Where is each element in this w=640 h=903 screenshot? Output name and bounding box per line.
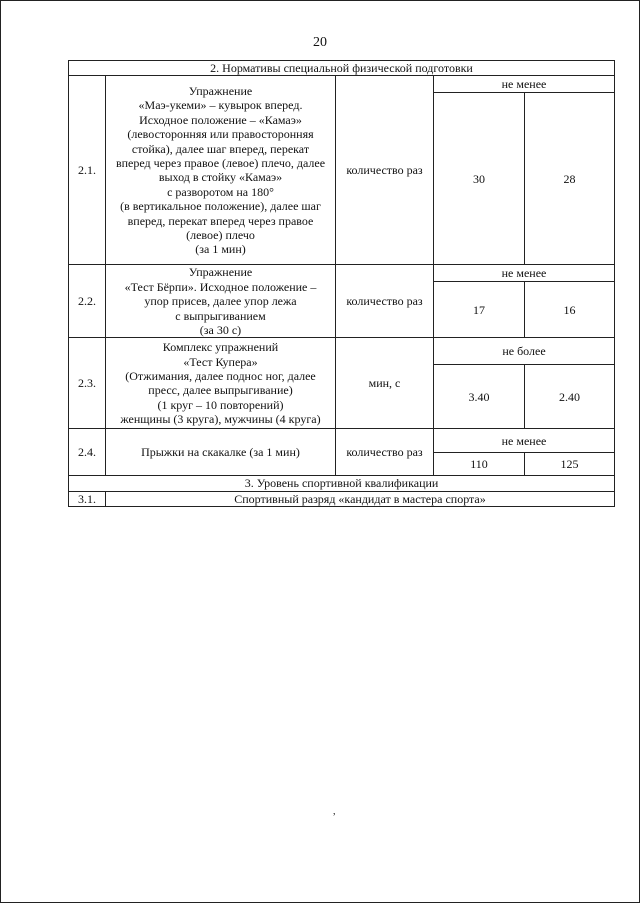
table-row (69, 491, 615, 506)
exercise-line: (Отжимания, далее поднос ног, далее (125, 369, 316, 384)
exercise-line: Прыжки на скакалке (за 1 мин) (141, 445, 300, 460)
exercise-line: «Маэ-укеми» – кувырок вперед. (138, 98, 303, 113)
exercise-line: «Тест Бёрпи». Исходное положение – (124, 279, 317, 294)
exercise-line: Комплекс упражнений (162, 340, 279, 355)
value-column-2: 16 (525, 282, 615, 338)
exercise-description (106, 429, 336, 476)
exercise-line: стойка), далее шаг вперед, перекат (131, 141, 310, 156)
table-row (69, 338, 615, 365)
unit-of-measure: количество раз (336, 76, 434, 265)
qualification-text: Спортивный разряд «кандидат в мастера спорта» (106, 491, 615, 506)
section-3-title: 3. Уровень спортивной квалификации (69, 476, 615, 491)
exercise-line: пресс, далее выпрыгивание) (148, 383, 293, 398)
qualifier: не более (434, 338, 615, 365)
section-2-title: 2. Нормативы специальной физической подготовки (69, 61, 615, 76)
value-column-1: 3.40 (434, 365, 525, 429)
exercise-description (106, 76, 336, 265)
table-row (69, 265, 615, 282)
qualifier: не менее (434, 265, 615, 282)
qualifier: не менее (434, 76, 615, 93)
value-column-2: 2.40 (525, 365, 615, 429)
exercise-line: (за 1 мин) (195, 242, 246, 257)
value-column-1: 30 (434, 93, 525, 265)
exercise-line: Упражнение (188, 83, 253, 98)
exercise-description (106, 265, 336, 338)
row-number: 3.1. (69, 491, 106, 506)
page-number: 20 (313, 35, 327, 50)
table-row (69, 429, 615, 453)
exercise-line: с выпрыгиванием (175, 308, 266, 323)
unit-of-measure: количество раз (336, 265, 434, 338)
value-column-1: 110 (434, 453, 525, 476)
row-number: 2.2. (69, 265, 106, 338)
exercise-line: (за 30 с) (199, 323, 242, 338)
unit-of-measure: количество раз (336, 429, 434, 476)
exercise-line: (1 круг – 10 повторений) (157, 397, 284, 412)
row-number: 2.3. (69, 338, 106, 429)
exercise-line: вперед через правое (левое) плечо, далее (115, 156, 326, 170)
value-column-1: 17 (434, 282, 525, 338)
exercise-line: (левое) плечо (186, 228, 255, 243)
norms-table (68, 60, 615, 507)
exercise-line: Упражнение (188, 265, 253, 280)
unit-of-measure: мин, с (336, 338, 434, 429)
exercise-line: с разворотом на 180° (167, 184, 274, 199)
row-number: 2.4. (69, 429, 106, 476)
exercise-line: «Тест Купера» (183, 354, 258, 369)
exercise-line: упор присев, далее упор лежа (144, 294, 297, 309)
qualifier: не менее (434, 429, 615, 453)
exercise-line: (в вертикальное положение), далее шаг (120, 199, 321, 214)
stray-mark: , (333, 806, 336, 817)
exercise-line: вперед, перекат вперед через правое (127, 213, 314, 228)
section-2-header-row (69, 61, 615, 76)
exercise-line: (левосторонняя или правосторонняя (127, 127, 314, 142)
section-3-header-row (69, 476, 615, 491)
exercise-line: Исходное положение – «Камаэ» (139, 112, 302, 127)
value-column-2: 28 (525, 93, 615, 265)
exercise-description (106, 338, 336, 429)
exercise-line: выход в стойку «Камаэ» (158, 170, 283, 185)
exercise-line: женщины (3 круга), мужчины (4 круга) (120, 412, 321, 427)
row-number: 2.1. (69, 76, 106, 265)
table-row (69, 76, 615, 93)
value-column-2: 125 (525, 453, 615, 476)
